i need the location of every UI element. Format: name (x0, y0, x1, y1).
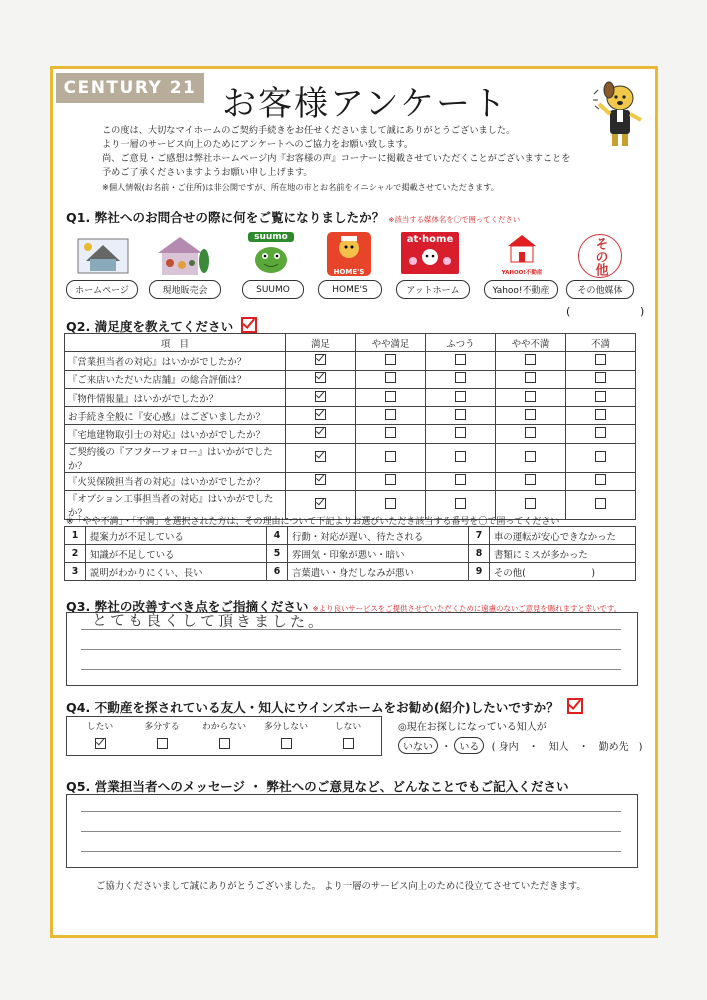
rating-checkbox[interactable] (385, 474, 396, 485)
rating-cell (496, 407, 566, 425)
satisfaction-item: ご契約後の『アフターフォロー』はいかがでしたか？ (65, 443, 286, 472)
reason-text: 車の運転が安心できなかった (490, 527, 636, 545)
rating-checkbox[interactable] (455, 354, 466, 365)
reason-text: 提案力が不足している (86, 527, 267, 545)
athome-character-icon (401, 245, 459, 269)
reason-table (64, 526, 636, 581)
q4-option (134, 719, 190, 752)
media-option-other[interactable]: その他媒体 (566, 280, 634, 299)
rating-cell (356, 352, 426, 370)
q4-option-label: 多分しない (264, 722, 308, 732)
rating-checkbox[interactable] (455, 451, 466, 462)
q4-option (258, 719, 314, 752)
rating-cell (356, 472, 426, 490)
athome-logo-text: at·home (406, 234, 454, 245)
q2-title: Q2. 満足度を教えてください (66, 319, 234, 334)
rating-cell (566, 425, 636, 443)
q5-answer-box[interactable] (66, 794, 638, 868)
rating-cell (426, 388, 496, 406)
rating-checkbox[interactable] (315, 474, 326, 485)
rating-checkbox[interactable] (595, 391, 606, 402)
answer-not-exist[interactable]: いない (398, 737, 438, 754)
mascot-dog-icon (592, 80, 648, 150)
intro-line: この度は、大切なマイホームのご契約手続きをお任せくださいまして誠にありがとうございました。 (102, 125, 516, 136)
rating-checkbox[interactable] (455, 372, 466, 383)
rating-checkbox[interactable] (315, 451, 326, 462)
reason-number[interactable]: 8 (469, 545, 490, 563)
rating-cell (286, 425, 356, 443)
intro-line: より一層のサービス向上のためにアンケートへのご協力をお願い致します。 (102, 139, 414, 150)
item-column-header: 項 目 (65, 334, 286, 352)
satisfaction-row (65, 407, 636, 425)
q4-side-answers: いない ・ いる ( 身内 ・ 知人 ・ 勤め先 ) (398, 737, 643, 754)
q4-title: Q4. 不動産を探されている友人・知人にウインズホームをお勧め(紹介)したいですか？ (66, 700, 559, 715)
intro-line: 予めご了承くださいますようお願い申し上げます。 (102, 167, 313, 178)
q4-option-checkbox[interactable] (343, 738, 354, 749)
rating-checkbox[interactable] (385, 372, 396, 383)
answered-check-icon (567, 698, 583, 714)
rating-checkbox[interactable] (595, 474, 606, 485)
yahoo-realestate-logo (498, 232, 546, 276)
suumo-logo-text: suumo (248, 232, 294, 242)
rating-checkbox[interactable] (525, 391, 536, 402)
rating-cell (286, 352, 356, 370)
reason-row (65, 563, 636, 581)
satisfaction-row (65, 472, 636, 490)
reason-row (65, 527, 636, 545)
rating-checkbox[interactable] (595, 409, 606, 420)
rating-cell (496, 352, 566, 370)
satisfaction-rows (65, 352, 636, 520)
reason-note: ※「やや不満」・「不満」を選択された方は、その理由について下記よりお選びいただき該当する番号を〇で囲ってください (66, 517, 560, 527)
rating-cell (356, 425, 426, 443)
yahoo-logo-text: YAHOO!不動産 (501, 270, 543, 276)
rating-checkbox[interactable] (595, 498, 606, 509)
rating-checkbox[interactable] (385, 409, 396, 420)
satisfaction-row (65, 370, 636, 388)
reason-number[interactable]: 6 (267, 563, 288, 581)
rating-cell (566, 388, 636, 406)
other-media-icon: その他 (578, 234, 622, 278)
rating-cell (286, 407, 356, 425)
answer-separator: ・ (441, 742, 452, 753)
rating-cell (426, 443, 496, 472)
column-header: 不満 (566, 334, 636, 352)
rating-checkbox[interactable] (315, 409, 326, 420)
media-option-yahoo[interactable]: Yahoo!不動産 (484, 280, 558, 299)
rating-cell (566, 491, 636, 520)
q3-note: ※より良いサービスをご提供させていただくために遠慮のないご意見を賜れますと幸いです。 (312, 604, 622, 613)
media-option-homepage[interactable]: ホームページ (66, 280, 138, 299)
other-media-paren-open: ( (566, 305, 571, 318)
open-house-icon (154, 233, 210, 277)
rating-checkbox[interactable] (385, 451, 396, 462)
reason-text: 書類にミスが多かった (490, 545, 636, 563)
rating-cell (286, 388, 356, 406)
rating-checkbox[interactable] (525, 372, 536, 383)
rating-checkbox[interactable] (595, 372, 606, 383)
q4-option (72, 719, 128, 752)
intro-line: 尚、ご意見・ご感想は弊社ホームページ内『お客様の声』コーナーに掲載させていただくことがございますことを (102, 153, 571, 164)
rating-checkbox[interactable] (595, 427, 606, 438)
rating-checkbox[interactable] (455, 474, 466, 485)
rating-checkbox[interactable] (315, 354, 326, 365)
rating-cell (286, 472, 356, 490)
rating-cell (496, 388, 566, 406)
rating-checkbox[interactable] (525, 427, 536, 438)
rating-cell (286, 370, 356, 388)
column-header: やや不満 (496, 334, 566, 352)
writing-line (81, 811, 621, 812)
reason-number[interactable]: 4 (267, 527, 288, 545)
q4-option-label: したい (86, 722, 114, 732)
rating-cell (426, 352, 496, 370)
media-option-open-house[interactable]: 現地販売会 (149, 280, 221, 299)
rating-checkbox[interactable] (315, 391, 326, 402)
rating-checkbox[interactable] (455, 427, 466, 438)
reason-text: 雰囲気・印象が悪い・暗い (288, 545, 469, 563)
rating-checkbox[interactable] (525, 451, 536, 462)
q4-option-checkbox[interactable] (157, 738, 168, 749)
rating-cell (356, 370, 426, 388)
q4-option-checkbox[interactable] (95, 738, 106, 749)
satisfaction-row (65, 425, 636, 443)
satisfaction-item: お手続き全般に『安心感』はございましたか？ (65, 407, 286, 425)
rating-checkbox[interactable] (595, 354, 606, 365)
rating-cell (496, 472, 566, 490)
q4-option-label: 多分する (144, 722, 180, 732)
yahoo-house-icon (498, 232, 546, 264)
rating-checkbox[interactable] (525, 354, 536, 365)
rating-cell (496, 370, 566, 388)
rating-cell (566, 370, 636, 388)
q4-option-checkbox[interactable] (219, 738, 230, 749)
satisfaction-item: 『宅地建物取引士の対応』はいかがでしたか？ (65, 425, 286, 443)
satisfaction-item: 『物件情報量』はいかがでしたか？ (65, 388, 286, 406)
footer-thanks: ご協力くださいまして誠にありがとうございました。 より一層のサービス向上のために役立てさせていただきます。 (96, 881, 586, 892)
writing-line (81, 669, 621, 670)
rating-checkbox[interactable] (385, 354, 396, 365)
q4-side-question: ◎現在お探しになっている知人が (398, 722, 547, 733)
rating-cell (426, 370, 496, 388)
rating-cell (426, 407, 496, 425)
rating-cell (496, 425, 566, 443)
satisfaction-table (64, 333, 636, 520)
q3-title: Q3. 弊社の改善すべき点をご指摘ください (66, 599, 309, 614)
rating-cell (286, 443, 356, 472)
page-title: お客様アンケート (222, 84, 508, 124)
rating-checkbox[interactable] (455, 498, 466, 509)
rating-cell (356, 443, 426, 472)
q4-option (320, 719, 376, 752)
satisfaction-item: 『ご来店いただいた店舗』の総合評価は？ (65, 370, 286, 388)
rating-cell (426, 472, 496, 490)
reason-text: 行動・対応が遅い、待たされる (288, 527, 469, 545)
q1-heading (66, 207, 520, 226)
reason-number[interactable]: 5 (267, 545, 288, 563)
relation-options: 身内 ・ 知人 ・ 勤め先 ) (498, 742, 643, 753)
q4-option-checkbox[interactable] (281, 738, 292, 749)
column-header: ふつう (426, 334, 496, 352)
rating-cell (566, 352, 636, 370)
reason-text: 言葉遣い・身だしなみが悪い (288, 563, 469, 581)
q4-heading (66, 697, 583, 716)
reason-text: 知識が不足している (86, 545, 267, 563)
answered-check-icon (241, 317, 257, 333)
rating-cell (356, 388, 426, 406)
satisfaction-row (65, 352, 636, 370)
rating-checkbox[interactable] (315, 498, 326, 509)
answer-exist[interactable]: いる (454, 737, 484, 754)
satisfaction-header-row (65, 334, 636, 352)
rating-cell (356, 407, 426, 425)
writing-line (81, 649, 621, 650)
suumo-logo (248, 232, 294, 278)
q3-handwritten-answer: とても良くして頂きました。 (91, 610, 327, 632)
rating-checkbox[interactable] (525, 409, 536, 420)
reason-number[interactable]: 3 (65, 563, 86, 581)
satisfaction-item: 『営業担当者の対応』はいかがでしたか？ (65, 352, 286, 370)
rating-checkbox[interactable] (455, 409, 466, 420)
reason-text: その他( ) (490, 563, 636, 581)
writing-line (81, 851, 621, 852)
homes-character-icon (327, 232, 371, 264)
q1-title: Q1. 弊社へのお問合せの際に何をご覧になりましたか？ (66, 210, 385, 225)
rating-checkbox[interactable] (385, 427, 396, 438)
other-media-paren-close: ) (640, 305, 645, 318)
q4-option-label: わからない (202, 722, 246, 732)
intro-text (102, 124, 570, 194)
reason-number[interactable]: 9 (469, 563, 490, 581)
reason-text: 説明がわかりにくい、長い (86, 563, 267, 581)
reason-number[interactable]: 2 (65, 545, 86, 563)
writing-line (81, 831, 621, 832)
privacy-note: ※個人情報(お名前・ご住所)は非公開ですが、所在地の市とお名前をイニシャルで掲載させていただきます。 (102, 182, 499, 192)
homes-logo (327, 232, 371, 276)
suumo-character-icon (251, 242, 291, 274)
rating-cell (426, 425, 496, 443)
reason-number[interactable]: 1 (65, 527, 86, 545)
rating-checkbox[interactable] (385, 391, 396, 402)
reason-number[interactable]: 7 (469, 527, 490, 545)
q4-option-label: しない (334, 722, 362, 732)
satisfaction-row (65, 443, 636, 472)
rating-checkbox[interactable] (595, 451, 606, 462)
rating-cell (496, 443, 566, 472)
rating-cell (566, 443, 636, 472)
media-option-suumo[interactable]: SUUMO (242, 280, 304, 299)
q5-heading: Q5. 営業担当者へのメッセージ ・ 弊社へのご意見など、どんなことでもご記入ください (66, 779, 569, 794)
reason-row (65, 545, 636, 563)
q4-option (196, 719, 252, 752)
rating-checkbox[interactable] (525, 498, 536, 509)
media-option-athome[interactable]: アットホーム (396, 280, 470, 299)
homepage-icon (76, 235, 130, 275)
rating-checkbox[interactable] (315, 372, 326, 383)
rating-checkbox[interactable] (455, 391, 466, 402)
column-header: 満足 (286, 334, 356, 352)
media-option-homes[interactable]: HOME'S (318, 280, 382, 299)
satisfaction-item: 『火災保険担当者の対応』はいかがでしたか？ (65, 472, 286, 490)
rating-checkbox[interactable] (525, 474, 536, 485)
column-header: やや満足 (356, 334, 426, 352)
homes-logo-text: HOME'S (333, 268, 365, 276)
q1-note: ※該当する媒体名を〇で囲ってください (388, 215, 521, 224)
century21-logo: CENTURY 21 (56, 73, 204, 103)
athome-logo (401, 232, 459, 274)
rating-checkbox[interactable] (385, 498, 396, 509)
rating-cell (566, 472, 636, 490)
rating-checkbox[interactable] (315, 427, 326, 438)
satisfaction-item: 『オプション工事担当者の対応』はいかがでしたか？ (65, 491, 286, 520)
satisfaction-row (65, 388, 636, 406)
rating-cell (566, 407, 636, 425)
